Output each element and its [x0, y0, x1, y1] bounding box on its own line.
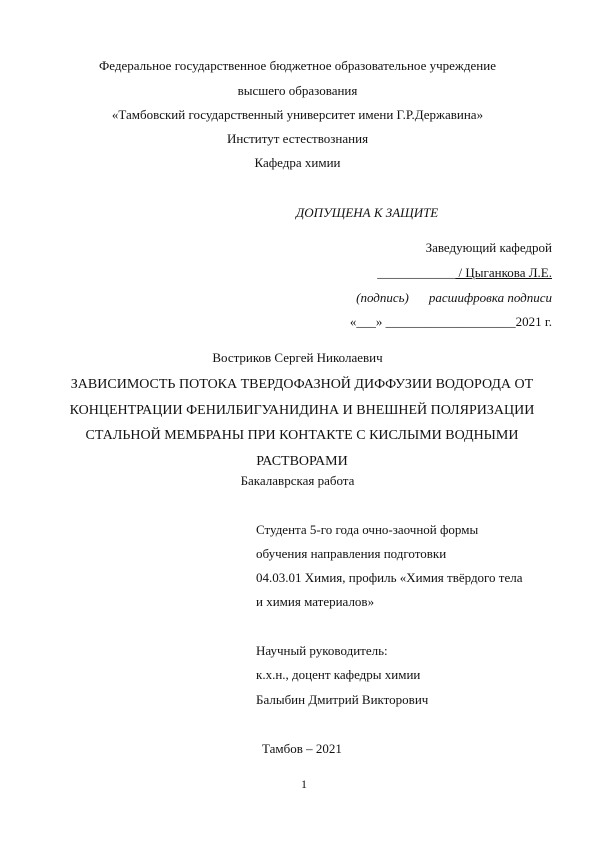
institution-line-3: «Тамбовский государственный университет имени Г.Р.Державина»: [111, 107, 484, 122]
institution-line-1: Федеральное государственное бюджетное образовательное учреждение: [99, 58, 496, 73]
signature-labels: [356, 290, 552, 306]
page-number: 1: [301, 777, 307, 791]
approval-date: «___» ____________________2021 г.: [349, 314, 552, 329]
supervisor-line: Балыбин Дмитрий Викторович: [256, 692, 429, 707]
title-line: РАСТВОРАМИ: [256, 453, 348, 469]
title-line: СТАЛЬНОЙ МЕМБРАНЫ ПРИ КОНТАКТЕ С КИСЛЫМИ ВОДНЫМИ: [85, 428, 519, 443]
student-line: 04.03.01 Химия, профиль «Химия твёрдого тела: [256, 570, 523, 585]
signature-blank: ____________: [377, 265, 456, 280]
title-line: КОНЦЕНТРАЦИИ ФЕНИЛБИГУАНИДИНА И ВНЕШНЕЙ ПОЛЯРИЗАЦИИ: [69, 402, 535, 418]
decode-label: расшифровка подписи: [428, 290, 552, 305]
signature-label: (подпись): [356, 290, 409, 305]
institution-line-2: высшего образования: [237, 83, 358, 98]
title-line: ЗАВИСИМОСТЬ ПОТОКА ТВЕРДОФАЗНОЙ ДИФФУЗИИ ВОДОРОДА ОТ: [70, 377, 534, 392]
head-signature-line: [377, 265, 552, 281]
city-year: Тамбов – 2021: [262, 741, 342, 756]
supervisor-line: к.х.н., доцент кафедры химии: [256, 667, 421, 682]
thesis-title: [52, 372, 552, 474]
approval-heading: ДОПУЩЕНА К ЗАЩИТЕ: [296, 205, 439, 220]
department-name: Кафедра химии: [254, 155, 341, 170]
student-line: обучения направления подготовки: [256, 546, 447, 561]
institute-name: Институт естествознания: [226, 131, 369, 146]
student-line: Студента 5-го года очно-заочной формы: [256, 522, 479, 537]
supervisor-line: Научный руководитель:: [256, 643, 388, 658]
head-name: / Цыганкова Л.Е.: [455, 265, 552, 280]
work-type: Бакалаврская работа: [240, 473, 355, 488]
head-role: Заведующий кафедрой: [425, 240, 552, 255]
author-name: Востриков Сергей Николаевич: [212, 350, 383, 365]
student-line: и химия материалов»: [256, 594, 375, 609]
